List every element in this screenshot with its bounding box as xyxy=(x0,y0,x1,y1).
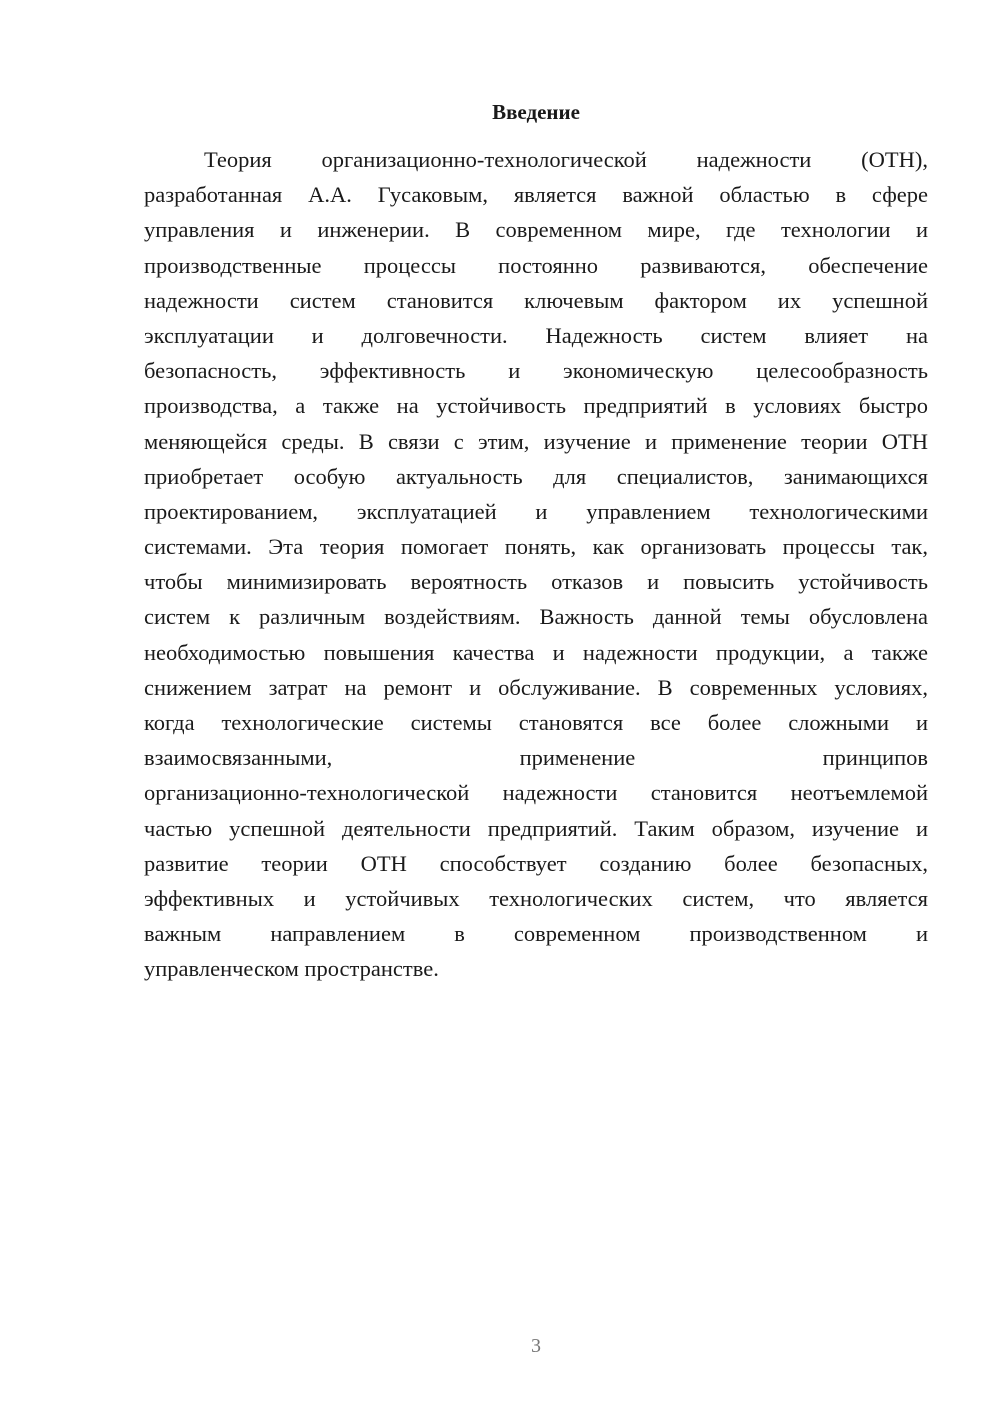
paragraph-line: Теория организационно-технологической надежности (ОТН), xyxy=(204,147,928,172)
paragraph-line: приобретает особую актуальность для специалистов, занимающихся xyxy=(144,463,928,489)
paragraph-line: управленческом пространстве. xyxy=(144,956,439,982)
paragraph-line: необходимостью повышения качества и надежности продукции, а также xyxy=(144,639,928,665)
paragraph-line: эффективных и устойчивых технологических систем, что является xyxy=(144,885,928,911)
paragraph-line: разработанная А.А. Гусаковым, является важной областью в сфере xyxy=(144,182,928,208)
page-title: Введение xyxy=(492,100,580,124)
page-number: 3 xyxy=(531,1335,541,1357)
paragraph-line: организационно-технологической надежности становится неотъемлемой xyxy=(144,780,928,806)
body-paragraph xyxy=(144,145,928,990)
paragraph-line: меняющейся среды. В связи с этим, изучение и применение теории ОТН xyxy=(144,428,928,454)
paragraph-line: частью успешной деятельности предприятий. Таким образом, изучение и xyxy=(144,815,928,841)
paragraph-line: развитие теории ОТН способствует созданию более безопасных, xyxy=(144,850,928,876)
paragraph-line: безопасность, эффективность и экономическую целесообразность xyxy=(144,358,928,384)
paragraph-line: систем к различным воздействиям. Важность данной темы обусловлена xyxy=(144,604,928,630)
paragraph-line: важным направлением в современном производственном и xyxy=(144,921,928,947)
paragraph-line: производства, а также на устойчивость предприятий в условиях быстро xyxy=(144,393,928,419)
paragraph-line: эксплуатации и долговечности. Надежность систем влияет на xyxy=(144,322,928,348)
paragraph-line: надежности систем становится ключевым фактором их успешной xyxy=(144,287,928,313)
paragraph-line: когда технологические системы становятся все более сложными и xyxy=(144,710,928,735)
paragraph-line: системами. Эта теория помогает понять, как организовать процессы так, xyxy=(144,534,928,560)
paragraph-line: взаимосвязанными, применение принципов xyxy=(144,745,928,771)
paragraph-line: управления и инженерии. В современном мире, где технологии и xyxy=(144,217,928,243)
paragraph-line: производственные процессы постоянно развиваются, обеспечение xyxy=(144,252,928,278)
paragraph-line: снижением затрат на ремонт и обслуживание. В современных условиях, xyxy=(144,674,928,700)
paragraph-line: чтобы минимизировать вероятность отказов и повысить устойчивость xyxy=(144,569,928,595)
paragraph-line: проектированием, эксплуатацией и управлением технологическими xyxy=(144,498,928,524)
